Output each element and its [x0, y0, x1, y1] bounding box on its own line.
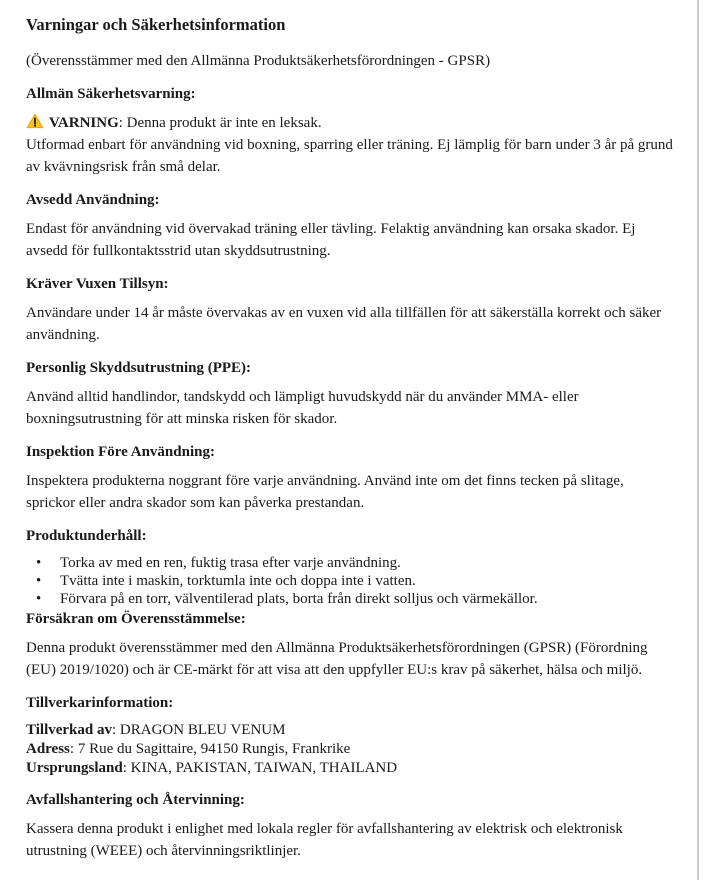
list-item: • Förvara på en torr, välventilerad plats, borta från direkt solljus och värmekällor. — [26, 590, 674, 608]
warning-label: VARNING — [49, 115, 119, 131]
address-label: Adress — [26, 741, 70, 757]
maintenance-bullet-list — [26, 554, 674, 608]
warning-paragraph — [26, 112, 674, 178]
intended-use-paragraph: Endast för användning vid övervakad träning eller tävling. Felaktig användning kan orsaka skador. Ej avsedd för fullkontaktsstrid utan skyddsutrustning. — [26, 221, 636, 259]
section-heading-general-warning: Allmän Säkerhetsvarning: — [26, 86, 196, 102]
made-by-label: Tillverkad av — [26, 722, 112, 738]
list-item: • Torka av med en ren, fuktig trasa efter varje användning. — [26, 554, 674, 572]
manufacturer-made-by-line — [26, 721, 674, 740]
warning-body-text: Utformad enbart för användning vid boxning, sparring eller träning. Ej lämplig för barn under 3 år på grund av kvävningsrisk från små delar. — [26, 137, 673, 175]
section-heading-disposal: Avfallshantering och Återvinning: — [26, 792, 245, 808]
disposal-paragraph: Kassera denna produkt i enlighet med lokala regler för avfallshantering av elektrisk och elektronisk utrustning (WEEE) och återvinningsriktlinjer. — [26, 821, 623, 859]
ppe-paragraph: Använd alltid handlindor, tandskydd och lämpligt huvudskydd när du använder MMA- eller boxningsutrustning för att minska risken för skador. — [26, 389, 579, 427]
warning-text: : Denna produkt är inte en leksak. — [118, 115, 322, 131]
section-heading-manufacturer: Tillverkarinformation: — [26, 695, 174, 711]
inspection-paragraph: Inspektera produkterna noggrant före varje användning. Använd inte om det finns tecken på slitage, sprickor eller andra skador som kan påverka prestandan. — [26, 473, 624, 511]
page-edge-line — [697, 0, 699, 880]
manufacturer-origin-line — [26, 759, 674, 778]
section-heading-intended-use: Avsedd Användning: — [26, 192, 160, 208]
warning-triangle-icon — [26, 113, 44, 129]
origin-value: : KINA, PAKISTAN, TAIWAN, THAILAND — [122, 760, 398, 776]
conformity-paragraph: Denna produkt överensstämmer med den Allmänna Produktsäkerhetsförordningen (GPSR) (Förordning (EU) 2019/1020) och är CE-märkt för att visa att den uppfyller EU:s krav på säkerhet, hälsa och miljö. — [26, 640, 648, 678]
origin-label: Ursprungsland — [26, 760, 123, 776]
adult-supervision-paragraph: Användare under 14 år måste övervakas av en vuxen vid alla tillfällen för att säkerställa korrekt och säker användning. — [26, 305, 662, 343]
page-title: Varningar och Säkerhetsinformation — [26, 15, 286, 34]
section-heading-adult-supervision: Kräver Vuxen Tillsyn: — [26, 276, 169, 292]
gpsr-subtitle: (Överensstämmer med den Allmänna Produktsäkerhetsförordningen - GPSR) — [26, 53, 491, 69]
section-heading-conformity: Försäkran om Överensstämmelse: — [26, 611, 246, 627]
manufacturer-info-block — [26, 721, 674, 778]
address-value: : 7 Rue du Sagittaire, 94150 Rungis, Frankrike — [69, 741, 351, 757]
section-heading-inspection: Inspektion Före Användning: — [26, 444, 215, 460]
section-heading-ppe: Personlig Skyddsutrustning (PPE): — [26, 360, 252, 376]
section-heading-maintenance: Produktunderhåll: — [26, 528, 147, 544]
manufacturer-address-line — [26, 740, 674, 759]
made-by-value: : DRAGON BLEU VENUM — [112, 722, 286, 738]
warning-first-line — [26, 112, 674, 134]
list-item: • Tvätta inte i maskin, torktumla inte och doppa inte i vatten. — [26, 572, 674, 590]
